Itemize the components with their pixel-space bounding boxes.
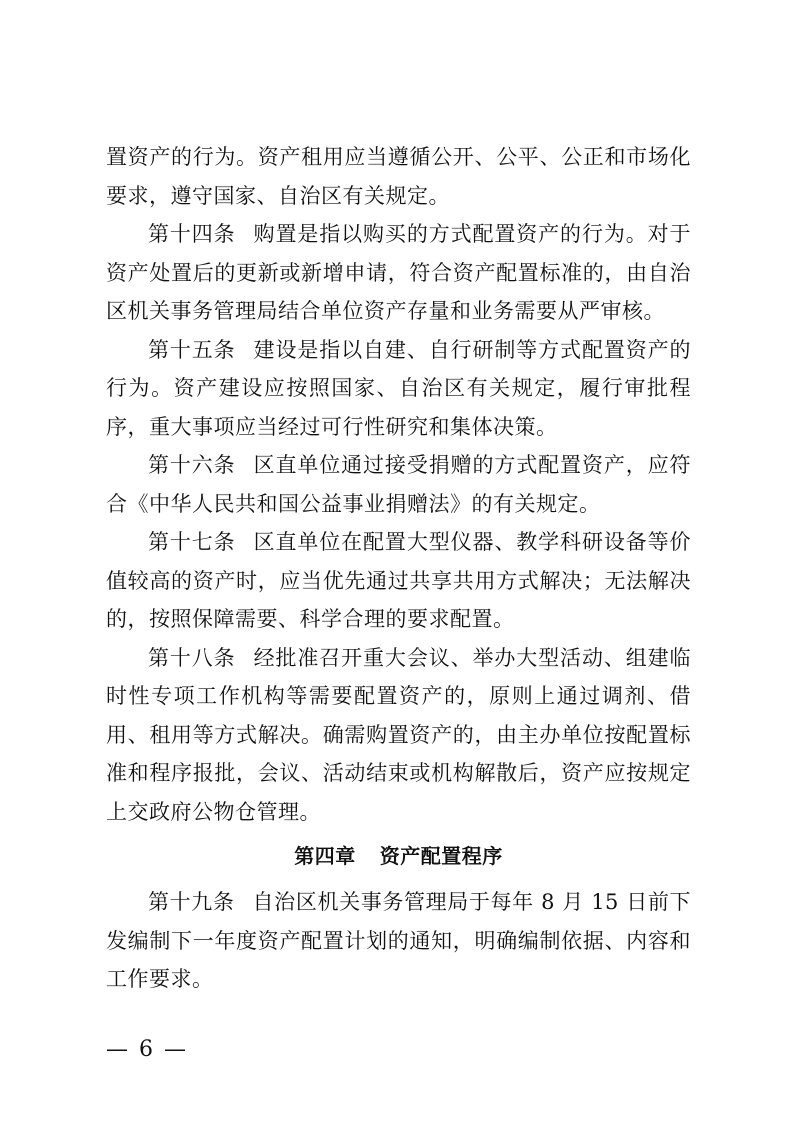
article-text: 经批准召开重大会议、举办大型活动、组建临时性专项工作机构等需要配置资产的，原则上通过调剂、借用、租用等方式解决。确需购置资产的，由主办单位按配置标准和程序报批，会议、活动结束或机构解散后，资产应按规定上交政府公物仓管理。 bbox=[106, 645, 692, 824]
article-19 bbox=[106, 883, 691, 999]
page-number: — 6 — bbox=[106, 1037, 188, 1062]
article-text: 购置是指以购买的方式配置资产的行为。对于资产处置后的更新或新增申请，符合资产配置标准的，由自治区机关事务管理局结合单位资产存量和业务需要从严审核。 bbox=[106, 222, 692, 323]
article-label: 第十五条 bbox=[148, 337, 236, 362]
document-body bbox=[106, 138, 691, 999]
article-17 bbox=[106, 523, 691, 639]
article-label: 第十八条 bbox=[148, 645, 236, 670]
article-14 bbox=[106, 215, 691, 331]
paragraph-text: 置资产的行为。资产租用应当遵循公开、公平、公正和市场化要求，遵守国家、自治区有关规定。 bbox=[106, 145, 691, 208]
article-label: 第十六条 bbox=[148, 453, 236, 477]
article-text: 自治区机关事务管理局于每年 8 月 15 日前下发编制下一年度资产配置计划的通知，明确编制依据、内容和工作要求。 bbox=[106, 890, 691, 991]
article-text: 建设是指以自建、自行研制等方式配置资产的行为。资产建设应按照国家、自治区有关规定，履行审批程序，重大事项应当经过可行性研究和集体决策。 bbox=[106, 337, 692, 439]
article-16 bbox=[106, 446, 691, 523]
article-text: 区直单位在配置大型仪器、教学科研设备等价值较高的资产时，应当优先通过共享共用方式解决；无法解决的，按照保障需要、科学合理的要求配置。 bbox=[106, 530, 692, 631]
chapter-number: 第四章 bbox=[294, 844, 356, 868]
article-label: 第十九条 bbox=[148, 890, 235, 914]
article-label: 第十七条 bbox=[148, 530, 236, 554]
article-text: 区直单位通过接受捐赠的方式配置资产，应符合《中华人民共和国公益事业捐赠法》的有关规定。 bbox=[106, 453, 692, 516]
chapter-title: 资产配置程序 bbox=[379, 844, 503, 868]
article-18 bbox=[106, 639, 691, 832]
article-15 bbox=[106, 331, 691, 447]
paragraph-continuation bbox=[106, 138, 691, 215]
chapter-heading bbox=[106, 837, 691, 875]
article-label: 第十四条 bbox=[148, 222, 236, 246]
